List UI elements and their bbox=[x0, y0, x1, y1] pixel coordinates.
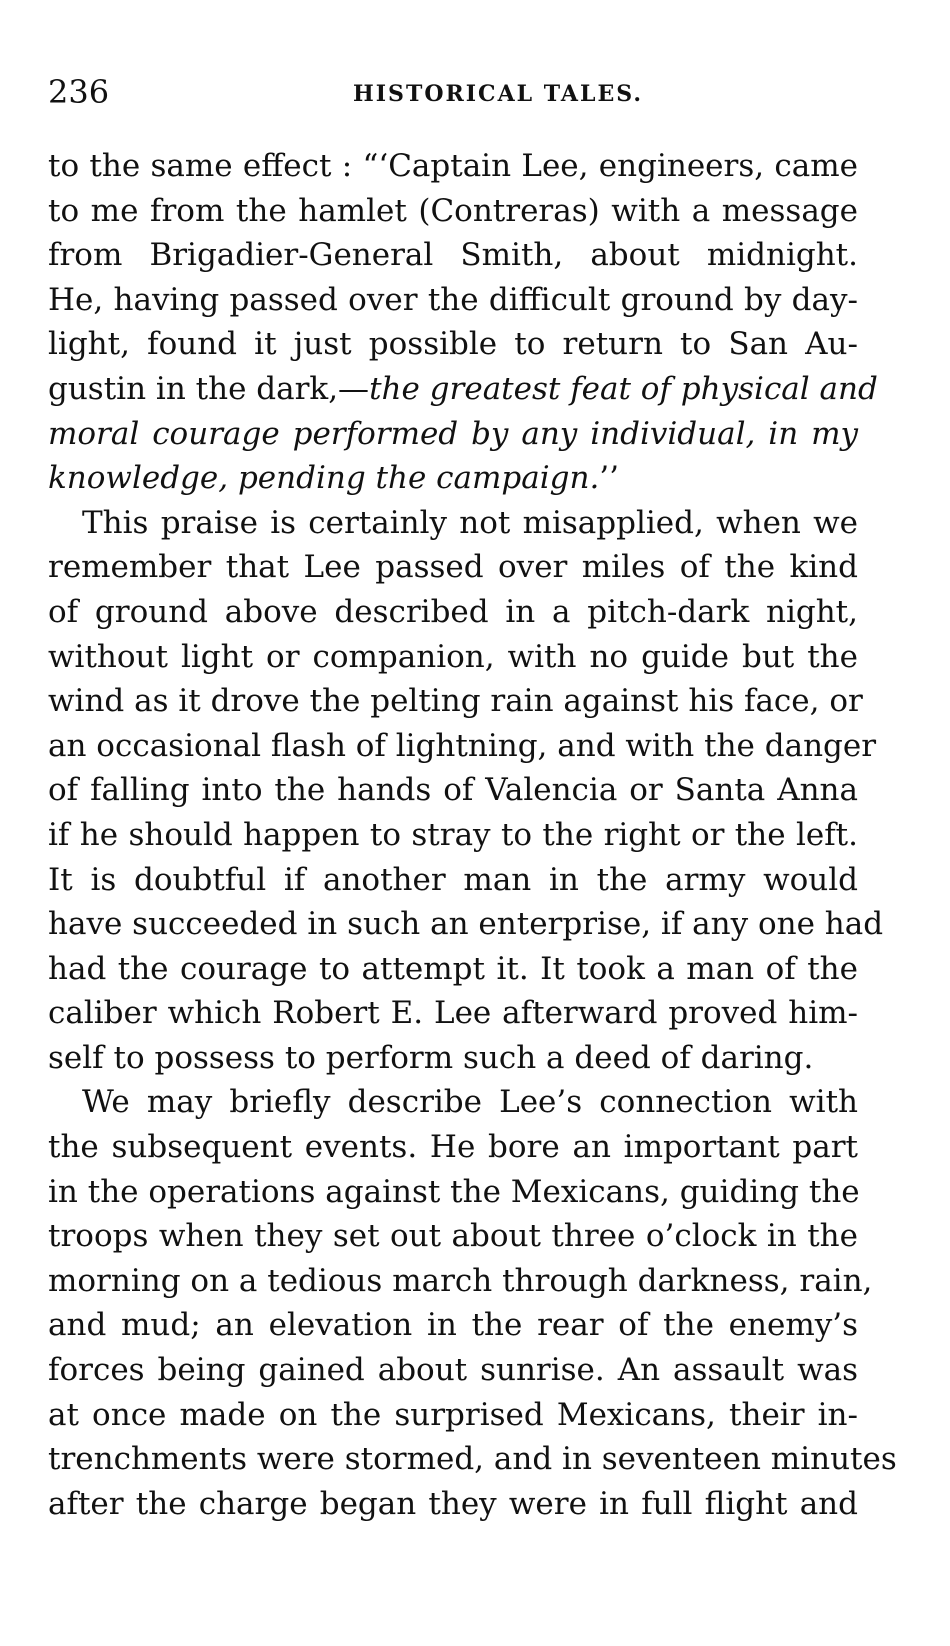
text-line: troops when they set out about three o’clock in the bbox=[48, 1218, 858, 1255]
text-line: We may briefly describe Lee’s connection with bbox=[82, 1084, 858, 1121]
text-line: to the same effect : “‘Captain Lee, engineers, came bbox=[48, 148, 858, 184]
text-line: an occasional flash of lightning, and with the danger bbox=[48, 727, 877, 764]
text-line: trenchments were stormed, and in seventeen minutes bbox=[48, 1441, 897, 1478]
text-line: the subsequent events. He bore an important part bbox=[48, 1129, 858, 1166]
text-line: after the charge began they were in full flight and bbox=[48, 1485, 858, 1522]
text-roman: ’’ bbox=[599, 460, 620, 497]
text-line: at once made on the surprised Mexicans, their in- bbox=[48, 1396, 858, 1433]
text-line: He, having passed over the difficult ground by day- bbox=[48, 281, 858, 318]
text-line: morning on a tedious march through darkness, rain, bbox=[48, 1262, 873, 1299]
text-line: of falling into the hands of Valencia or Santa Anna bbox=[48, 772, 858, 809]
text-line bbox=[48, 412, 858, 457]
text-line: wind as it drove the pelting rain against his face, or bbox=[48, 683, 863, 720]
text-line: remember that Lee passed over miles of the kind bbox=[48, 549, 858, 586]
running-head: HISTORICAL TALES. bbox=[352, 81, 644, 107]
text-line: self to possess to perform such a deed of daring. bbox=[48, 1039, 814, 1076]
text-line: had the courage to attempt it. It took a man of the bbox=[48, 950, 858, 987]
text-line bbox=[48, 367, 878, 412]
text-line: caliber which Robert E. Lee afterward proved him- bbox=[48, 995, 858, 1032]
text-line: in the operations against the Mexicans, guiding the bbox=[48, 1173, 860, 1210]
text-line: have succeeded in such an enterprise, if any one had bbox=[48, 906, 884, 943]
text-line: of ground above described in a pitch-dark night, bbox=[48, 593, 858, 630]
text-italic: knowledge, pending the campaign. bbox=[48, 460, 600, 497]
body-text bbox=[48, 144, 897, 1526]
text-line: This praise is certainly not misapplied, when we bbox=[82, 504, 858, 541]
text-line bbox=[48, 456, 858, 501]
text-italic: the greatest feat of physical and bbox=[369, 370, 878, 407]
text-italic: moral courage performed by any individual, in my bbox=[48, 415, 858, 452]
page-number: 236 bbox=[48, 73, 110, 111]
text-line: light, found it just possible to return to San Au- bbox=[48, 326, 858, 363]
text-line: without light or companion, with no guide but the bbox=[48, 638, 858, 675]
text-roman: gustin in the dark,— bbox=[48, 370, 370, 407]
text-line: It is doubtful if another man in the army would bbox=[48, 861, 858, 898]
text-line: to me from the hamlet (Contreras) with a message bbox=[48, 192, 858, 229]
text-line: if he should happen to stray to the right or the left. bbox=[48, 816, 858, 853]
text-line: from Brigadier-General Smith, about midnight. bbox=[48, 237, 858, 274]
text-line: forces being gained about sunrise. An assault was bbox=[48, 1352, 858, 1389]
page-header bbox=[48, 70, 888, 114]
text-line: and mud; an elevation in the rear of the enemy’s bbox=[48, 1307, 858, 1344]
